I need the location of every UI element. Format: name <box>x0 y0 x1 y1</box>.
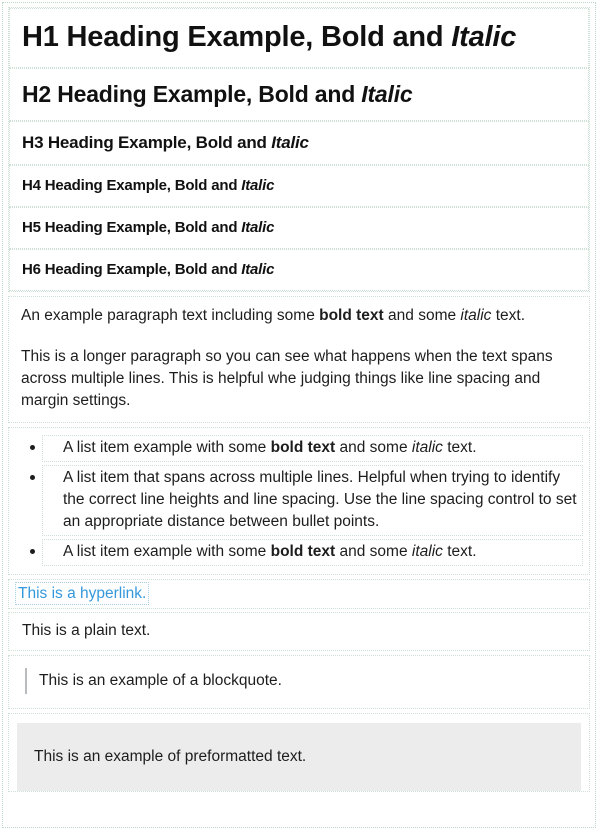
list-item[interactable] <box>42 435 583 462</box>
list-item-italic: italic <box>411 439 443 456</box>
list-item-tail: text. <box>442 543 477 560</box>
heading-h3-text: H3 Heading Example, Bold and <box>22 133 272 152</box>
paragraph-second[interactable]: This is a longer paragraph so you can see what happens when the text spans across multiple lines. This is helpful whe judging things like line spacing and margin settings. <box>21 348 553 409</box>
heading-h6-italic: Italic <box>241 261 275 278</box>
blockquote[interactable]: This is an example of a blockquote. <box>25 668 589 694</box>
paragraph-group <box>8 296 590 423</box>
heading-h2-text: H2 Heading Example, Bold and <box>22 81 362 107</box>
list-item-italic: italic <box>411 543 443 560</box>
heading-h3[interactable] <box>9 121 589 165</box>
list-item-lead: A list item example with some <box>63 543 271 560</box>
heading-h5[interactable] <box>9 207 589 249</box>
list-item-tail: text. <box>442 439 477 456</box>
heading-h6-text: H6 Heading Example, Bold and <box>22 261 242 278</box>
paragraph-first-italic: italic <box>460 307 492 324</box>
blockquote-row <box>8 655 590 709</box>
list-item-lead: A list item that spans across multiple lines. Helpful when trying to identify the correct line heights and line spacing. Use the line spacing control to set an appropriate distance between bullet points. <box>63 469 577 530</box>
heading-h1-text: H1 Heading Example, Bold and <box>22 21 452 53</box>
preformatted-row <box>8 713 590 792</box>
heading-h2[interactable] <box>9 68 589 121</box>
typography-specimen-container <box>2 2 596 828</box>
heading-h4[interactable] <box>9 165 589 207</box>
heading-h1-italic: Italic <box>451 21 517 53</box>
bullet-list <box>9 435 589 566</box>
heading-h6[interactable] <box>9 249 589 291</box>
list-item-middle: and some <box>335 543 412 560</box>
heading-h5-italic: Italic <box>241 219 275 236</box>
hyperlink[interactable]: This is a hyperlink. <box>15 582 149 605</box>
list-item-middle: and some <box>335 439 412 456</box>
list-item[interactable] <box>42 465 583 536</box>
paragraph-first-bold: bold text <box>319 307 384 324</box>
list-item-bold: bold text <box>270 439 336 456</box>
preformatted-text[interactable]: This is an example of preformatted text. <box>17 723 581 791</box>
heading-h1[interactable] <box>9 8 589 68</box>
list-item-bold: bold text <box>270 543 336 560</box>
heading-h2-italic: Italic <box>361 81 413 107</box>
paragraph-first[interactable] <box>9 303 589 329</box>
bullet-list-group <box>8 427 590 575</box>
heading-h4-text: H4 Heading Example, Bold and <box>22 177 242 194</box>
paragraph-first-tail: text. <box>491 307 526 324</box>
list-item[interactable] <box>42 539 583 566</box>
list-item-lead: A list item example with some <box>63 439 271 456</box>
heading-h4-italic: Italic <box>241 177 275 194</box>
heading-h3-italic: Italic <box>271 133 309 152</box>
heading-h5-text: H5 Heading Example, Bold and <box>22 219 242 236</box>
plain-text-row[interactable]: This is a plain text. <box>8 612 590 651</box>
headings-group <box>8 7 590 292</box>
paragraph-first-middle: and some <box>383 307 461 324</box>
paragraph-first-lead: An example paragraph text including some <box>21 307 320 324</box>
hyperlink-row <box>8 579 590 609</box>
